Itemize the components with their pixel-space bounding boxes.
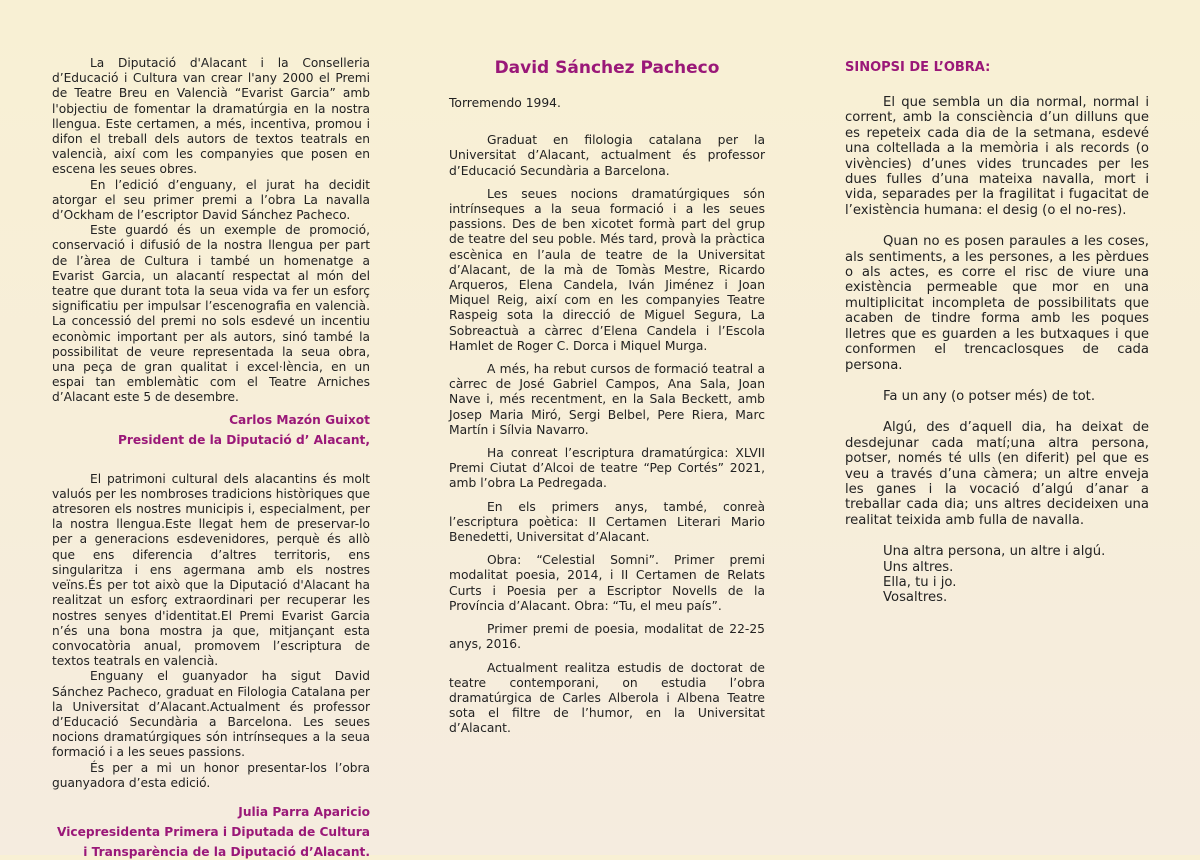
synopsis-heading: SINOPSI DE L’OBRA: <box>845 60 991 75</box>
intro-paragraph: Este guardó és un exemple de promoció, conservació i difusió de la nostra llengua per part de l’àrea de Cultura i també un homenatge a Evarist Garcia, un alacantí respectat al món del teatre que durant tota la seua vida va fer un esforç significatiu per impulsar l’escenografia en valencià. La concessió del premi no sols esdevé un incentiu econòmic important per als autors, sinó també la possibilitat de veure representada la seua obra, una peça de gran qualitat i excel·lència, en un espai tan emblemàtic com el Teatre Arniches d’Alacant este 5 de desembre. <box>52 223 370 405</box>
poem-line: Una altra persona, un altre i algú. <box>883 544 1106 560</box>
poem <box>845 544 1149 606</box>
signature-name: Carlos Mazón Guixot <box>229 412 370 427</box>
bio-paragraph: Actualment realitza estudis de doctorat de teatre contemporani, on estudia l’obra dramatúrgica de Carles Alberola i Albena Teatre sota el filtre de l’humor, en la Universitat d’Alacant. <box>449 660 765 736</box>
poem-line: Uns altres. <box>883 559 954 575</box>
body-paragraph: Enguany el guanyador ha sigut David Sánchez Pacheco, graduat en Filologia Catalana per la Universitat d’Alacant.Actualment és professor d’Educació Secundària a Barcelona. Les seues nocions dramatúrgiques són intrínseques a la seua formació i a les seues passions. <box>52 669 370 760</box>
body-paragraph: És per a mi un honor presentar-los l’obra guanyadora d’esta edició. <box>52 760 370 790</box>
left-column <box>52 0 370 860</box>
intro-paragraph: En l’edició d’enguany, el jurat ha decidit atorgar el seu primer premi a l’obra La navalla d’Ockham de l’escriptor David Sánchez Pacheco. <box>52 177 370 223</box>
bio-paragraph: A més, ha rebut cursos de formació teatral a càrrec de José Gabriel Campos, Ana Sala, Joan Nave i, més recentment, en la Sala Beckett, amb Josep Maria Miró, Sergi Belbel, Pere Riera, Marc Martín i Sílvia Navarro. <box>449 362 765 437</box>
bio-paragraph: Graduat en filologia catalana per la Universitat d’Alacant, actualment és professor d’Educació Secundària a Barcelona. <box>449 133 765 178</box>
bio-paragraph: Ha conreat l’escriptura dramatúrgica: XLVII Premi Ciutat d’Alcoi de teatre “Pep Cortés” 2021, amb l’obra La Pedregada. <box>449 446 765 491</box>
bio-paragraph: En els primers anys, també, conreà l’escriptura poètica: II Certamen Literari Mario Benedetti, Universitat d’Alacant. <box>449 499 765 545</box>
middle-column <box>449 0 765 737</box>
signature-role: i Transparència de la Diputació d’Alacant. <box>83 844 370 859</box>
synopsis-paragraph: El que sembla un dia normal, normal i corrent, amb la consciència d’un dilluns que es repeteix cada dia de la setmana, esdevé una coltellada a la memòria i als records (o vivències) d’unes vides truncades per les dues fulles d’una mateixa navalla, mort i vida, separades per la fragilitat i fugacitat de l’existència humana: el desig (o el no-res). <box>845 95 1149 218</box>
synopsis-paragraph: Quan no es posen paraules a les coses, als sentiments, a les persones, a les pèrdues o als actes, es corre el risc de viure una existència permeable que mor en una multiplicitat incompleta de possibilitats que acaben de tindre forma amb les poques lletres que es guarden a les butxaques i que conformen el trencaclosques de cada persona. <box>845 234 1149 373</box>
poem-line: Ella, tu i jo. <box>883 574 957 590</box>
body-paragraph: El patrimoni cultural dels alacantins és molt valuós per les nombroses tradicions històriques que atresoren els nostres municipis i, especialment, per la nostra llengua.Este llegat hem de preservar-lo per a generacions esdevenidores, perquè és allò que ens diferencia d’altres territoris, ens singularitza i ens agermana amb els nostres veïns.És per tot això que la Diputació d'Alacant ha realitzat un esforç extraordinari per recuperar les nostres senyes d'identitat.El Premi Evarist Garcia n’és una bona mostra ja que, mitjançant esta convocatòria anual, promovem l’escriptura de textos teatrals en valencià. <box>52 471 370 669</box>
intro-paragraph: La Diputació d'Alacant i la Conselleria d’Educació i Cultura van crear l'any 2000 el Premi de Teatre Breu en Valencià “Evarist Garcia” amb l'objectiu de fomentar la dramatúrgia en la nostra llengua. Este certamen, a més, incentiva, promou i difon el treball dels autors de textos teatrals en valencià, així com les companyies que posen en escena les seues obres. <box>52 56 370 177</box>
birth-line: Torremendo 1994. <box>449 96 561 110</box>
right-column <box>845 0 1149 606</box>
signature-name: Julia Parra Aparicio <box>238 804 370 819</box>
bio-paragraph: Primer premi de poesia, modalitat de 22-25 anys, 2016. <box>449 622 765 652</box>
synopsis-paragraph: Fa un any (o potser més) de tot. <box>883 388 1096 404</box>
signature-role: President de la Diputació d’ Alacant, <box>117 432 370 447</box>
bio-paragraph: Les seues nocions dramatúrgiques són intrínseques a la seua formació i a les seues passions. Des de ben xicotet formà part del grup de teatre del seu poble. Més tard, provà la pràctica escènica en l’aula de teatre de la Universitat d’Alacant, de la mà de Tomàs Mestre, Ricardo Arqueros, Elena Candela, Iván Jiménez i Joan Miquel Reig, així com en les companyies Teatre Raspeig sota la direcció de Miguel Segura, La Sobreactuà a càrrec d’Elena Candela i l’Escola Hamlet de Roger C. Dorca i Miquel Murga. <box>449 186 765 353</box>
poem-line: Vosaltres. <box>883 590 948 606</box>
bio-paragraph: Obra: “Celestial Somni”. Primer premi modalitat poesia, 2014, i II Certamen de Relats Curts i Poesia per a Escriptor Novells de la Província d’Alacant. Obra: “Tu, el meu país”. <box>449 553 765 613</box>
synopsis-paragraph: Algú, des d’aquell dia, ha deixat de desdejunar cada matí;una altra persona, potser, només té ulls (en diferit) pel que es veu a través d’una càmera; un altre enveja les ganes i la vocació d’algú d’anar a treballar cada dia; uns altres decideixen una realitat teixida amb fulla de navalla. <box>845 420 1149 528</box>
author-title: David Sánchez Pacheco <box>494 58 720 78</box>
signature-role: Vicepresidenta Primera i Diputada de Cultura <box>57 824 370 839</box>
